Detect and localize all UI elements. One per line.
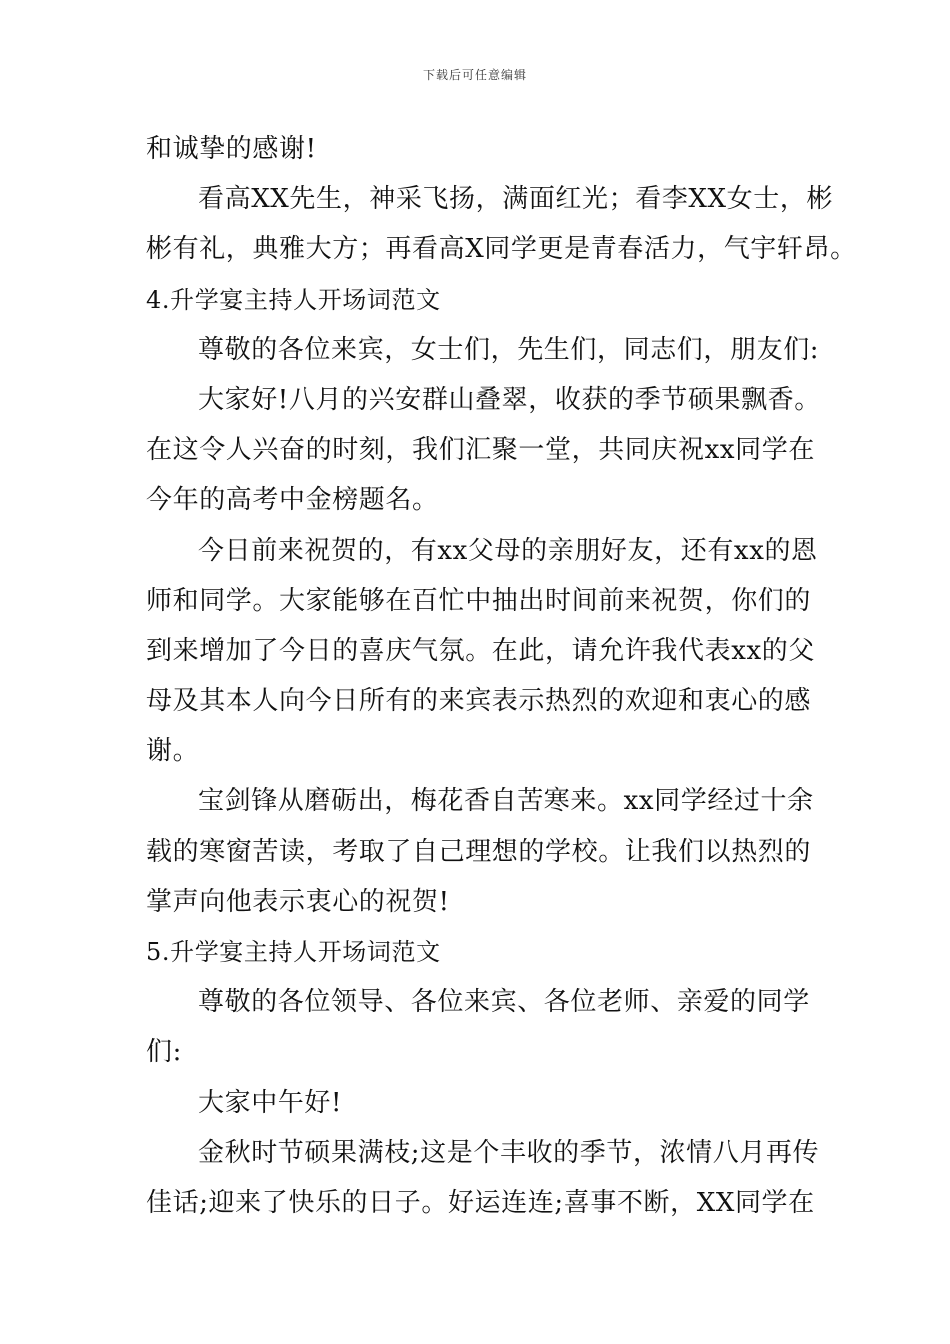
paragraph-line: 看高XX先生，神采飞扬，满面红光；看李XX女士，彬	[198, 184, 834, 215]
paragraph-line: 师和同学。大家能够在百忙中抽出时间前来祝贺，你们的	[146, 585, 812, 616]
paragraph-line: 母及其本人向今日所有的来宾表示热烈的欢迎和衷心的感	[146, 686, 812, 717]
document-body	[146, 124, 857, 1228]
paragraph-line: 金秋时节硕果满枝;这是个丰收的季节，浓情八月再传	[198, 1137, 820, 1168]
paragraph-line: 到来增加了今日的喜庆气氛。在此，请允许我代表xx的父	[146, 635, 815, 666]
paragraph-line: 和诚挚的感谢!	[146, 134, 317, 164]
paragraph-line: 今年的高考中金榜题名。	[146, 485, 439, 516]
paragraph-line: 大家好!八月的兴安群山叠翠，收获的季节硕果飘香。	[198, 384, 821, 415]
paragraph-line: 今日前来祝贺的，有xx父母的亲朋好友，还有xx的恩	[198, 535, 818, 566]
paragraph-line: 们:	[146, 1037, 182, 1068]
paragraph-line: 在这令人兴奋的时刻，我们汇聚一堂，共同庆祝xx同学在	[146, 435, 815, 466]
paragraph-line: 尊敬的各位领导、各位来宾、各位老师、亲爱的同学	[198, 987, 810, 1018]
paragraph-line: 尊敬的各位来宾，女士们，先生们，同志们，朋友们:	[198, 334, 820, 365]
paragraph-line: 佳话;迎来了快乐的日子。好运连连;喜事不断，XX同学在	[146, 1187, 815, 1218]
paragraph-line: 掌声向他表示衷心的祝贺!	[146, 886, 450, 917]
header-note: 下载后可任意编辑	[422, 68, 527, 82]
paragraph-line: 彬有礼，典雅大方；再看高X同学更是青春活力，气宇轩昂。	[146, 234, 857, 265]
paragraph-line: 大家中午好!	[198, 1087, 343, 1118]
paragraph-line: 谢。	[146, 736, 200, 767]
section-heading: 4.升学宴主持人开场词范文	[146, 285, 441, 314]
paragraph-line: 载的寒窗苦读，考取了自己理想的学校。让我们以热烈的	[146, 836, 812, 867]
paragraph-line: 宝剑锋从磨砺出，梅花香自苦寒来。xx同学经过十余	[198, 786, 814, 817]
section-heading: 5.升学宴主持人开场词范文	[146, 938, 441, 966]
